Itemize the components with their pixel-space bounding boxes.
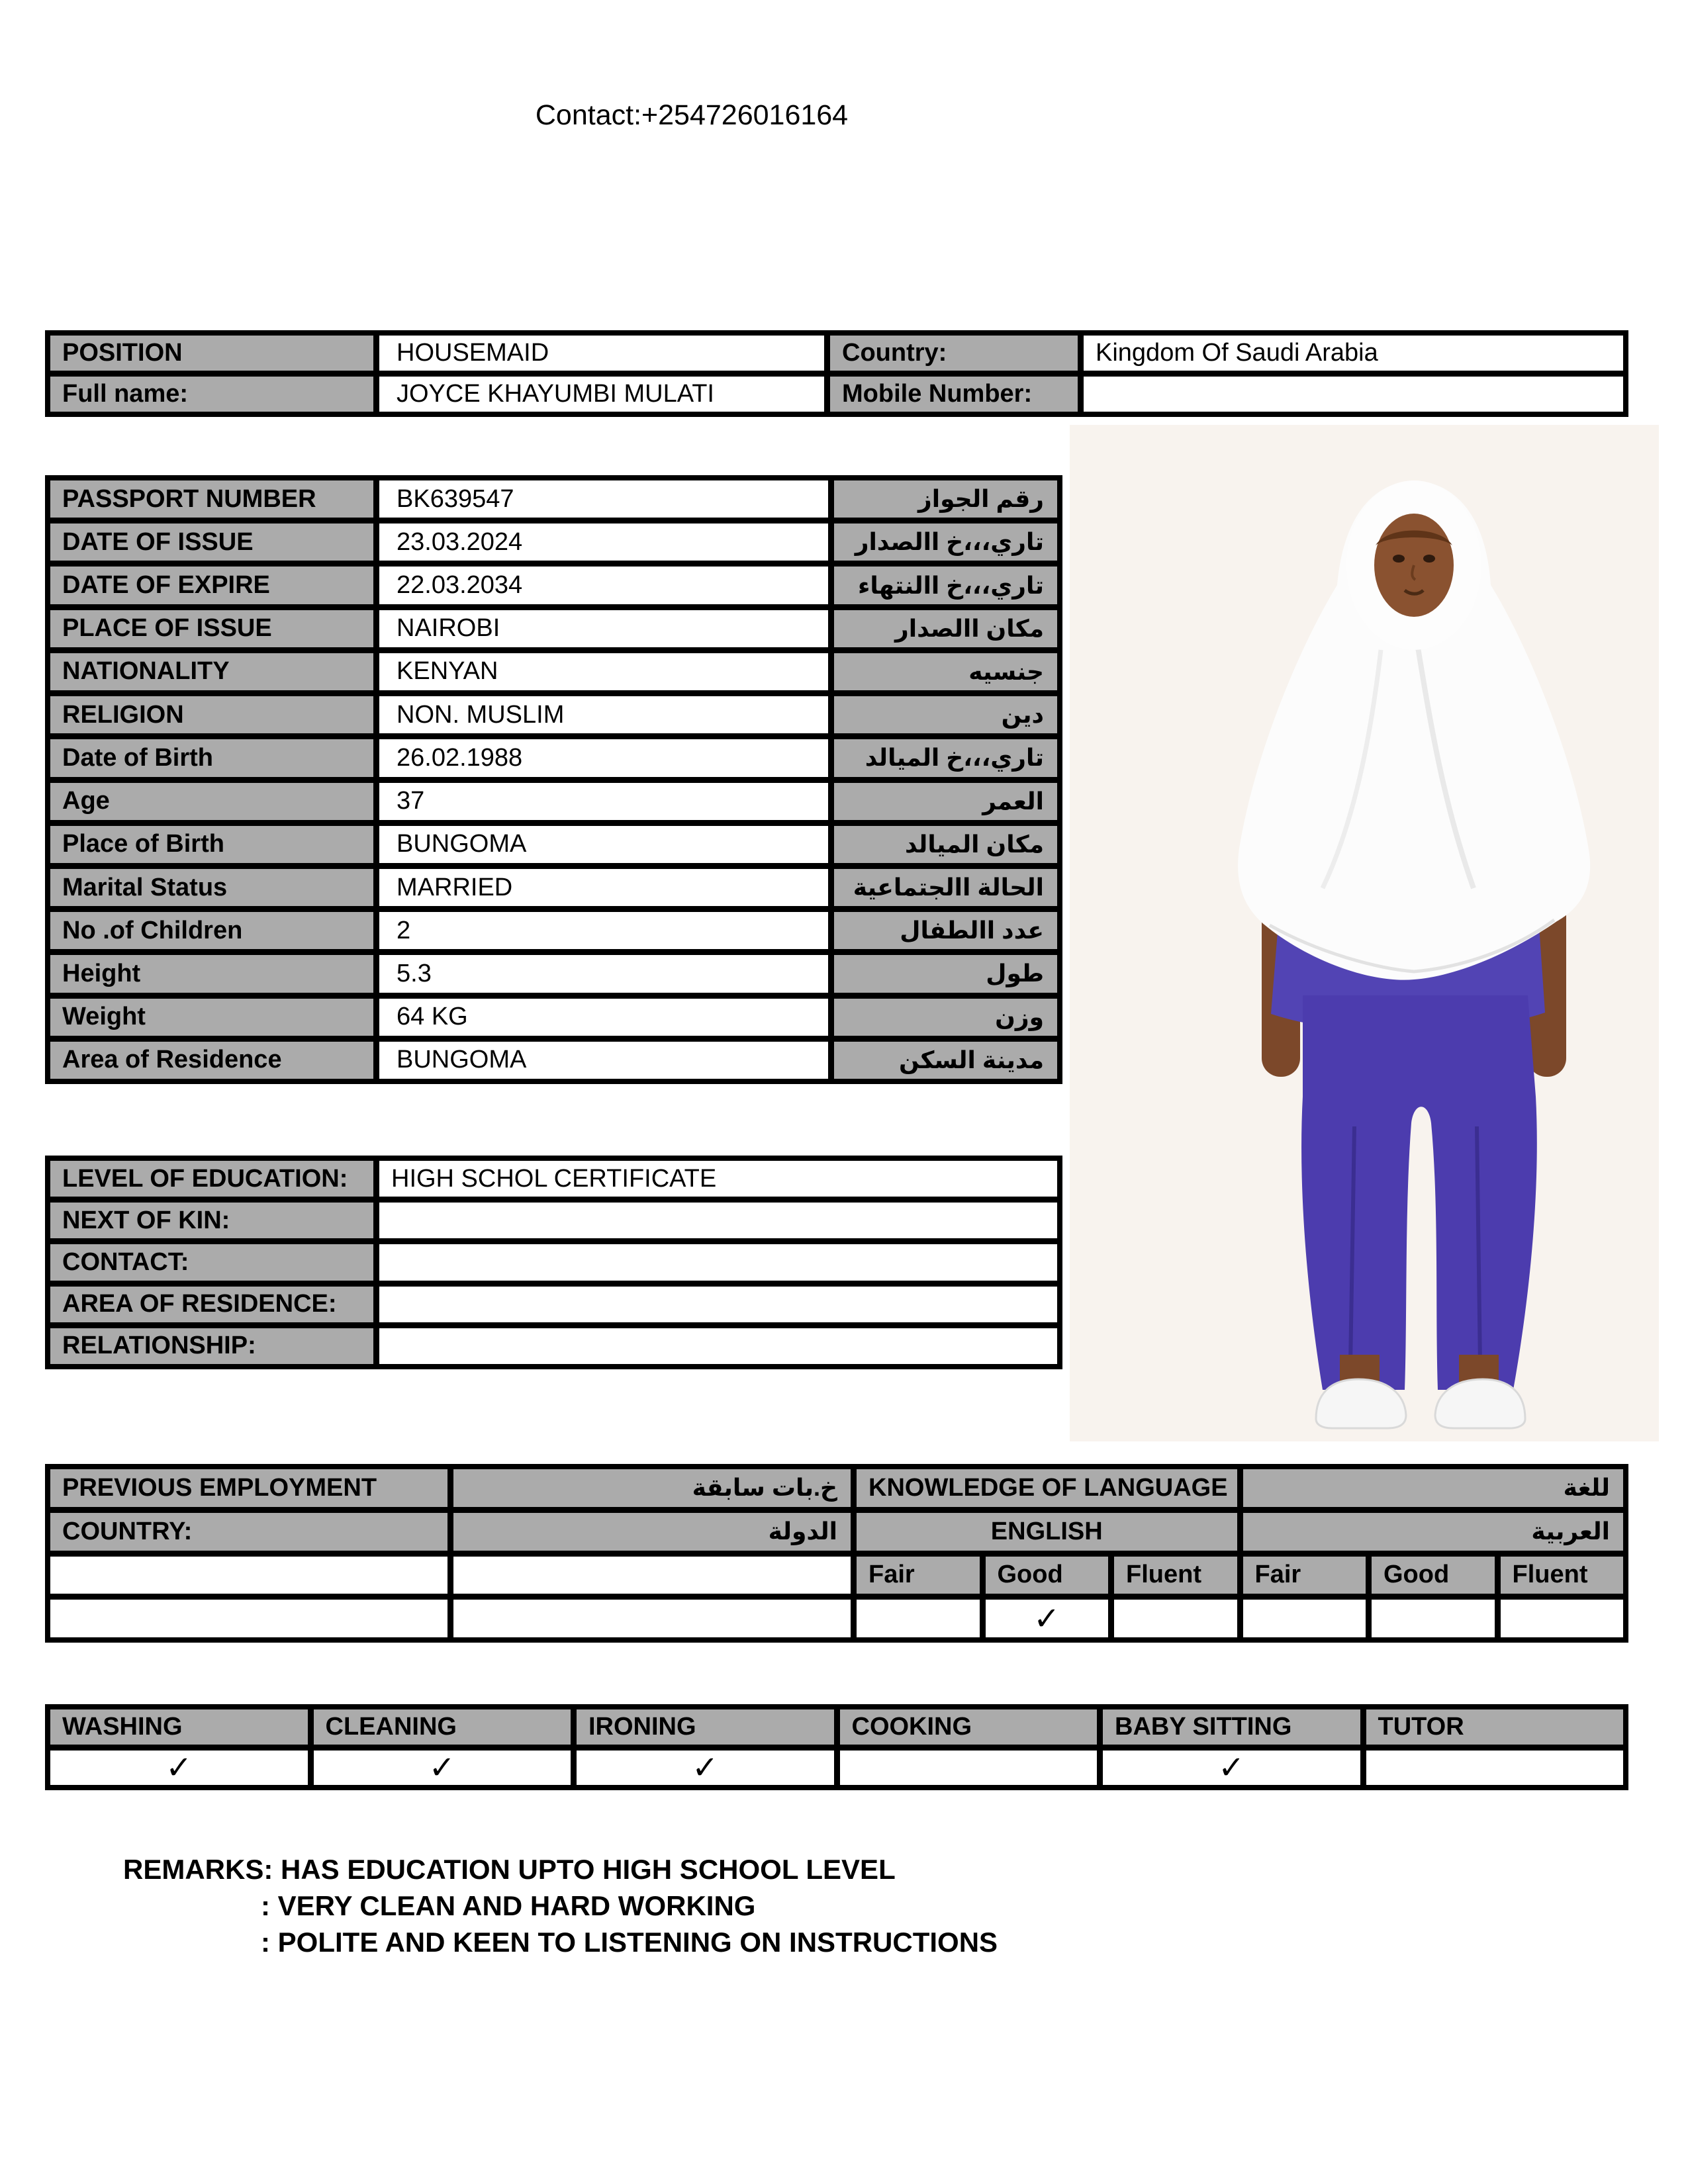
row-label: Marital Status bbox=[50, 869, 373, 906]
washing-header: WASHING bbox=[50, 1709, 308, 1745]
row-value: 23.03.2024 bbox=[379, 523, 828, 561]
ironing-check: ✓ bbox=[577, 1751, 834, 1786]
row-arabic: مكان االصدار bbox=[834, 610, 1057, 647]
row-arabic: مدينة السكن bbox=[834, 1042, 1057, 1079]
row-label: PASSPORT NUMBER bbox=[50, 480, 373, 518]
country-label: Country: bbox=[830, 336, 1078, 371]
row-value: 2 bbox=[379, 912, 828, 949]
english-good-header: Good bbox=[986, 1557, 1109, 1594]
row-label: DATE OF EXPIRE bbox=[50, 567, 373, 604]
empty-cell bbox=[50, 1600, 447, 1637]
country-row-label: COUNTRY: bbox=[50, 1513, 447, 1551]
english-fluent-check bbox=[1114, 1600, 1237, 1637]
position-value: HOUSEMAID bbox=[379, 336, 824, 371]
passport-details-table bbox=[45, 475, 1062, 1084]
row-arabic: رقم الجواز bbox=[834, 480, 1057, 518]
previous-employment-label: PREVIOUS EMPLOYMENT bbox=[50, 1469, 447, 1507]
education-value: HIGH SCHOL CERTIFICATE bbox=[379, 1161, 1057, 1197]
row-value: 5.3 bbox=[379, 955, 828, 992]
next-of-kin-label: NEXT OF KIN: bbox=[50, 1203, 373, 1238]
cooking-check bbox=[840, 1751, 1098, 1786]
baby-sitting-header: BABY SITTING bbox=[1103, 1709, 1360, 1745]
arabic-fair-header: Fair bbox=[1243, 1557, 1366, 1594]
row-arabic: العمر bbox=[834, 783, 1057, 820]
arabic-good-check bbox=[1372, 1600, 1495, 1637]
row-label: Area of Residence bbox=[50, 1042, 373, 1079]
ironing-header: IRONING bbox=[577, 1709, 834, 1745]
english-fair-check bbox=[857, 1600, 980, 1637]
empty-cell bbox=[453, 1557, 851, 1594]
relationship-value bbox=[379, 1328, 1057, 1364]
row-label: No .of Children bbox=[50, 912, 373, 949]
education-table bbox=[45, 1156, 1062, 1369]
candidate-photo bbox=[1070, 425, 1659, 1441]
row-value: BUNGOMA bbox=[379, 1042, 828, 1079]
row-arabic: دين bbox=[834, 696, 1057, 733]
row-value: MARRIED bbox=[379, 869, 828, 906]
candidate-photo-drawing bbox=[1070, 425, 1659, 1441]
row-arabic: عدد االطفال bbox=[834, 912, 1057, 949]
baby-sitting-check: ✓ bbox=[1103, 1751, 1360, 1786]
row-value: 37 bbox=[379, 783, 828, 820]
area-of-residence-label: AREA OF RESIDENCE: bbox=[50, 1287, 373, 1322]
row-label: Place of Birth bbox=[50, 826, 373, 863]
remarks-section bbox=[123, 1851, 998, 1960]
row-value: BK639547 bbox=[379, 480, 828, 518]
english-fluent-header: Fluent bbox=[1114, 1557, 1237, 1594]
contact-line: Contact:+254726016164 bbox=[535, 99, 849, 131]
row-value: NON. MUSLIM bbox=[379, 696, 828, 733]
row-label: PLACE OF ISSUE bbox=[50, 610, 373, 647]
country-value: Kingdom Of Saudi Arabia bbox=[1084, 336, 1623, 371]
row-label: RELIGION bbox=[50, 696, 373, 733]
cooking-header: COOKING bbox=[840, 1709, 1098, 1745]
arabic-fair-check bbox=[1243, 1600, 1366, 1637]
area-of-residence-value bbox=[379, 1287, 1057, 1322]
mobile-number-label: Mobile Number: bbox=[830, 377, 1078, 412]
remarks-line: REMARKS: HAS EDUCATION UPTO HIGH SCHOOL LEVEL bbox=[123, 1854, 896, 1885]
position-label: POSITION bbox=[50, 336, 373, 371]
row-arabic: تاري،،،خ االنتهاء bbox=[834, 567, 1057, 604]
cleaning-check: ✓ bbox=[314, 1751, 571, 1786]
row-label: NATIONALITY bbox=[50, 653, 373, 690]
education-label: LEVEL OF EDUCATION: bbox=[50, 1161, 373, 1197]
english-fair-header: Fair bbox=[857, 1557, 980, 1594]
row-label: Weight bbox=[50, 999, 373, 1036]
tutor-check bbox=[1366, 1751, 1624, 1786]
row-label: Age bbox=[50, 783, 373, 820]
remarks-line: : POLITE AND KEEN TO LISTENING ON INSTRUCTIONS bbox=[261, 1927, 998, 1958]
mobile-number-value bbox=[1084, 377, 1623, 412]
skills-table bbox=[45, 1704, 1628, 1790]
position-country-table bbox=[45, 330, 1628, 417]
row-arabic: وزن bbox=[834, 999, 1057, 1036]
language-table bbox=[45, 1464, 1628, 1643]
row-arabic: مكان الميالد bbox=[834, 826, 1057, 863]
knowledge-of-language-label: KNOWLEDGE OF LANGUAGE bbox=[857, 1469, 1237, 1507]
country-row-arabic: الدولة bbox=[453, 1513, 851, 1551]
row-arabic: تاري،،،خ االصدار bbox=[834, 523, 1057, 561]
relationship-label: RELATIONSHIP: bbox=[50, 1328, 373, 1364]
arabic-header: العربية bbox=[1243, 1513, 1624, 1551]
next-of-kin-value bbox=[379, 1203, 1057, 1238]
language-arabic-label: للغة bbox=[1243, 1469, 1624, 1507]
row-arabic: تاري،،،خ الميالد bbox=[834, 739, 1057, 776]
english-header: ENGLISH bbox=[857, 1513, 1237, 1551]
arabic-fluent-header: Fluent bbox=[1501, 1557, 1624, 1594]
row-arabic: طول bbox=[834, 955, 1057, 992]
contact-value bbox=[379, 1244, 1057, 1280]
empty-cell bbox=[50, 1557, 447, 1594]
tutor-header: TUTOR bbox=[1366, 1709, 1624, 1745]
arabic-good-header: Good bbox=[1372, 1557, 1495, 1594]
row-label: Date of Birth bbox=[50, 739, 373, 776]
row-value: KENYAN bbox=[379, 653, 828, 690]
full-name-value: JOYCE KHAYUMBI MULATI bbox=[379, 377, 824, 412]
contact-label: CONTACT: bbox=[50, 1244, 373, 1280]
arabic-fluent-check bbox=[1501, 1600, 1624, 1637]
row-label: Height bbox=[50, 955, 373, 992]
row-label: DATE OF ISSUE bbox=[50, 523, 373, 561]
row-value: 26.02.1988 bbox=[379, 739, 828, 776]
previous-employment-arabic: خ.بات سابقة bbox=[453, 1469, 851, 1507]
cleaning-header: CLEANING bbox=[314, 1709, 571, 1745]
empty-cell bbox=[453, 1600, 851, 1637]
full-name-label: Full name: bbox=[50, 377, 373, 412]
row-arabic: الحالة االجتماعية bbox=[834, 869, 1057, 906]
english-good-check: ✓ bbox=[986, 1600, 1109, 1637]
row-value: 22.03.2034 bbox=[379, 567, 828, 604]
remarks-line: : VERY CLEAN AND HARD WORKING bbox=[261, 1890, 756, 1921]
row-value: NAIROBI bbox=[379, 610, 828, 647]
row-arabic: جنسيه bbox=[834, 653, 1057, 690]
washing-check: ✓ bbox=[50, 1751, 308, 1786]
row-value: 64 KG bbox=[379, 999, 828, 1036]
row-value: BUNGOMA bbox=[379, 826, 828, 863]
